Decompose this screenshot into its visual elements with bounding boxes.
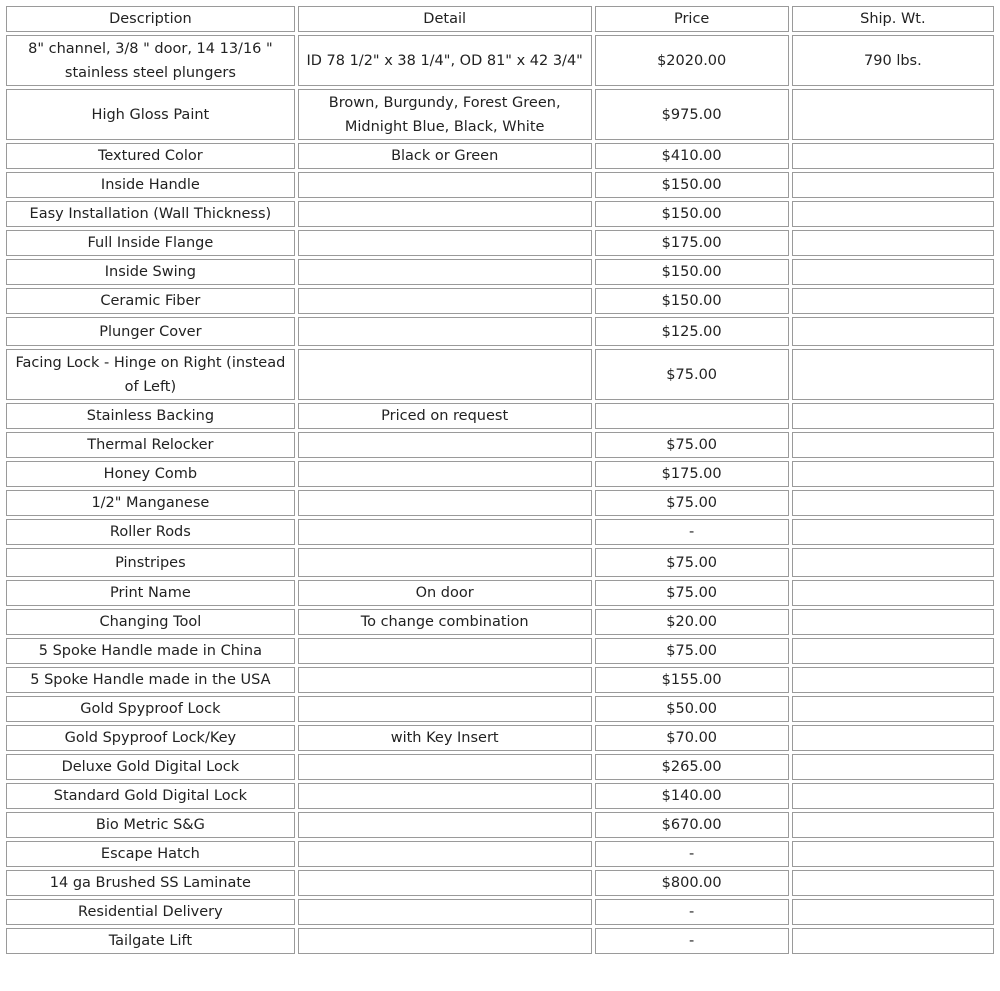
- cell-price: $410.00: [595, 143, 789, 169]
- cell-ship-weight: [792, 667, 994, 693]
- cell-description: 8" channel, 3/8 " door, 14 13/16 " stainless steel plungers: [6, 35, 295, 86]
- cell-description: Print Name: [6, 580, 295, 606]
- cell-ship-weight: [792, 870, 994, 896]
- cell-ship-weight: 790 lbs.: [792, 35, 994, 86]
- cell-description: Residential Delivery: [6, 899, 295, 925]
- cell-ship-weight: [792, 841, 994, 867]
- cell-price: $125.00: [595, 317, 789, 346]
- table-row: [6, 841, 994, 867]
- cell-detail: Priced on request: [298, 403, 592, 429]
- table-row: [6, 580, 994, 606]
- cell-price: $75.00: [595, 349, 789, 400]
- cell-detail: [298, 899, 592, 925]
- table-row: [6, 548, 994, 577]
- cell-detail: [298, 490, 592, 516]
- cell-price: $150.00: [595, 201, 789, 227]
- table-row: [6, 490, 994, 516]
- cell-description: Escape Hatch: [6, 841, 295, 867]
- cell-ship-weight: [792, 432, 994, 458]
- cell-price: $2020.00: [595, 35, 789, 86]
- table-row: [6, 403, 994, 429]
- cell-price: -: [595, 519, 789, 545]
- cell-ship-weight: [792, 696, 994, 722]
- cell-description: Thermal Relocker: [6, 432, 295, 458]
- cell-price: -: [595, 899, 789, 925]
- cell-detail: [298, 201, 592, 227]
- cell-ship-weight: [792, 461, 994, 487]
- cell-price: $155.00: [595, 667, 789, 693]
- cell-description: Stainless Backing: [6, 403, 295, 429]
- cell-detail: [298, 841, 592, 867]
- cell-price: $75.00: [595, 580, 789, 606]
- table-row: [6, 172, 994, 198]
- cell-description: 5 Spoke Handle made in the USA: [6, 667, 295, 693]
- table-row: [6, 349, 994, 400]
- header-detail: Detail: [298, 6, 592, 32]
- cell-ship-weight: [792, 812, 994, 838]
- cell-ship-weight: [792, 638, 994, 664]
- cell-ship-weight: [792, 201, 994, 227]
- cell-detail: [298, 870, 592, 896]
- cell-ship-weight: [792, 928, 994, 954]
- table-row: [6, 638, 994, 664]
- table-row: [6, 432, 994, 458]
- table-header-row: [6, 6, 994, 32]
- cell-description: Roller Rods: [6, 519, 295, 545]
- table-row: [6, 812, 994, 838]
- cell-description: 5 Spoke Handle made in China: [6, 638, 295, 664]
- cell-ship-weight: [792, 899, 994, 925]
- cell-ship-weight: [792, 519, 994, 545]
- cell-description: Bio Metric S&G: [6, 812, 295, 838]
- price-table: [3, 3, 997, 957]
- cell-description: Easy Installation (Wall Thickness): [6, 201, 295, 227]
- cell-detail: [298, 349, 592, 400]
- table-row: [6, 783, 994, 809]
- cell-detail: [298, 667, 592, 693]
- cell-description: Changing Tool: [6, 609, 295, 635]
- table-row: [6, 754, 994, 780]
- cell-ship-weight: [792, 403, 994, 429]
- cell-ship-weight: [792, 143, 994, 169]
- cell-detail: [298, 519, 592, 545]
- cell-detail: [298, 317, 592, 346]
- cell-description: Textured Color: [6, 143, 295, 169]
- cell-description: Ceramic Fiber: [6, 288, 295, 314]
- cell-ship-weight: [792, 259, 994, 285]
- cell-price: $150.00: [595, 259, 789, 285]
- table-row: [6, 89, 994, 140]
- cell-description: Honey Comb: [6, 461, 295, 487]
- header-price: Price: [595, 6, 789, 32]
- cell-price: $20.00: [595, 609, 789, 635]
- cell-ship-weight: [792, 288, 994, 314]
- cell-ship-weight: [792, 230, 994, 256]
- cell-detail: [298, 432, 592, 458]
- cell-ship-weight: [792, 548, 994, 577]
- cell-description: 1/2" Manganese: [6, 490, 295, 516]
- cell-price: $800.00: [595, 870, 789, 896]
- cell-ship-weight: [792, 725, 994, 751]
- cell-detail: [298, 928, 592, 954]
- cell-price: $975.00: [595, 89, 789, 140]
- cell-price: [595, 403, 789, 429]
- cell-description: Tailgate Lift: [6, 928, 295, 954]
- table-row: [6, 667, 994, 693]
- header-description: Description: [6, 6, 295, 32]
- cell-price: $75.00: [595, 490, 789, 516]
- cell-description: Inside Handle: [6, 172, 295, 198]
- cell-detail: [298, 172, 592, 198]
- cell-price: $150.00: [595, 288, 789, 314]
- cell-detail: [298, 230, 592, 256]
- table-row: [6, 143, 994, 169]
- cell-price: $75.00: [595, 432, 789, 458]
- cell-detail: [298, 548, 592, 577]
- cell-description: Full Inside Flange: [6, 230, 295, 256]
- cell-detail: [298, 754, 592, 780]
- cell-detail: Black or Green: [298, 143, 592, 169]
- cell-description: Deluxe Gold Digital Lock: [6, 754, 295, 780]
- cell-price: $150.00: [595, 172, 789, 198]
- cell-detail: [298, 696, 592, 722]
- cell-ship-weight: [792, 754, 994, 780]
- cell-ship-weight: [792, 609, 994, 635]
- cell-ship-weight: [792, 349, 994, 400]
- cell-detail: [298, 638, 592, 664]
- table-row: [6, 519, 994, 545]
- cell-detail: [298, 783, 592, 809]
- cell-price: $75.00: [595, 638, 789, 664]
- cell-price: -: [595, 841, 789, 867]
- table-row: [6, 899, 994, 925]
- table-row: [6, 725, 994, 751]
- cell-detail: [298, 461, 592, 487]
- cell-detail: [298, 259, 592, 285]
- table-row: [6, 288, 994, 314]
- cell-description: High Gloss Paint: [6, 89, 295, 140]
- cell-detail: [298, 288, 592, 314]
- table-row: [6, 230, 994, 256]
- cell-description: 14 ga Brushed SS Laminate: [6, 870, 295, 896]
- cell-price: $265.00: [595, 754, 789, 780]
- cell-price: -: [595, 928, 789, 954]
- cell-description: Plunger Cover: [6, 317, 295, 346]
- cell-price: $140.00: [595, 783, 789, 809]
- cell-detail: On door: [298, 580, 592, 606]
- cell-price: $175.00: [595, 461, 789, 487]
- cell-description: Facing Lock - Hinge on Right (instead of Left): [6, 349, 295, 400]
- cell-ship-weight: [792, 317, 994, 346]
- cell-ship-weight: [792, 89, 994, 140]
- cell-ship-weight: [792, 490, 994, 516]
- price-table-container: [3, 3, 997, 957]
- cell-price: $70.00: [595, 725, 789, 751]
- table-row: [6, 317, 994, 346]
- table-row: [6, 461, 994, 487]
- cell-price: $670.00: [595, 812, 789, 838]
- table-row: [6, 609, 994, 635]
- table-row: [6, 870, 994, 896]
- cell-description: Standard Gold Digital Lock: [6, 783, 295, 809]
- table-row: [6, 35, 994, 86]
- cell-ship-weight: [792, 580, 994, 606]
- table-row: [6, 696, 994, 722]
- cell-ship-weight: [792, 783, 994, 809]
- header-ship-weight: Ship. Wt.: [792, 6, 994, 32]
- table-row: [6, 259, 994, 285]
- cell-description: Gold Spyproof Lock/Key: [6, 725, 295, 751]
- cell-ship-weight: [792, 172, 994, 198]
- cell-detail: Brown, Burgundy, Forest Green, Midnight Blue, Black, White: [298, 89, 592, 140]
- cell-detail: To change combination: [298, 609, 592, 635]
- cell-description: Pinstripes: [6, 548, 295, 577]
- cell-description: Inside Swing: [6, 259, 295, 285]
- table-row: [6, 928, 994, 954]
- cell-detail: with Key Insert: [298, 725, 592, 751]
- cell-price: $175.00: [595, 230, 789, 256]
- cell-detail: [298, 812, 592, 838]
- cell-description: Gold Spyproof Lock: [6, 696, 295, 722]
- cell-price: $75.00: [595, 548, 789, 577]
- cell-detail: ID 78 1/2" x 38 1/4", OD 81" x 42 3/4": [298, 35, 592, 86]
- cell-price: $50.00: [595, 696, 789, 722]
- table-row: [6, 201, 994, 227]
